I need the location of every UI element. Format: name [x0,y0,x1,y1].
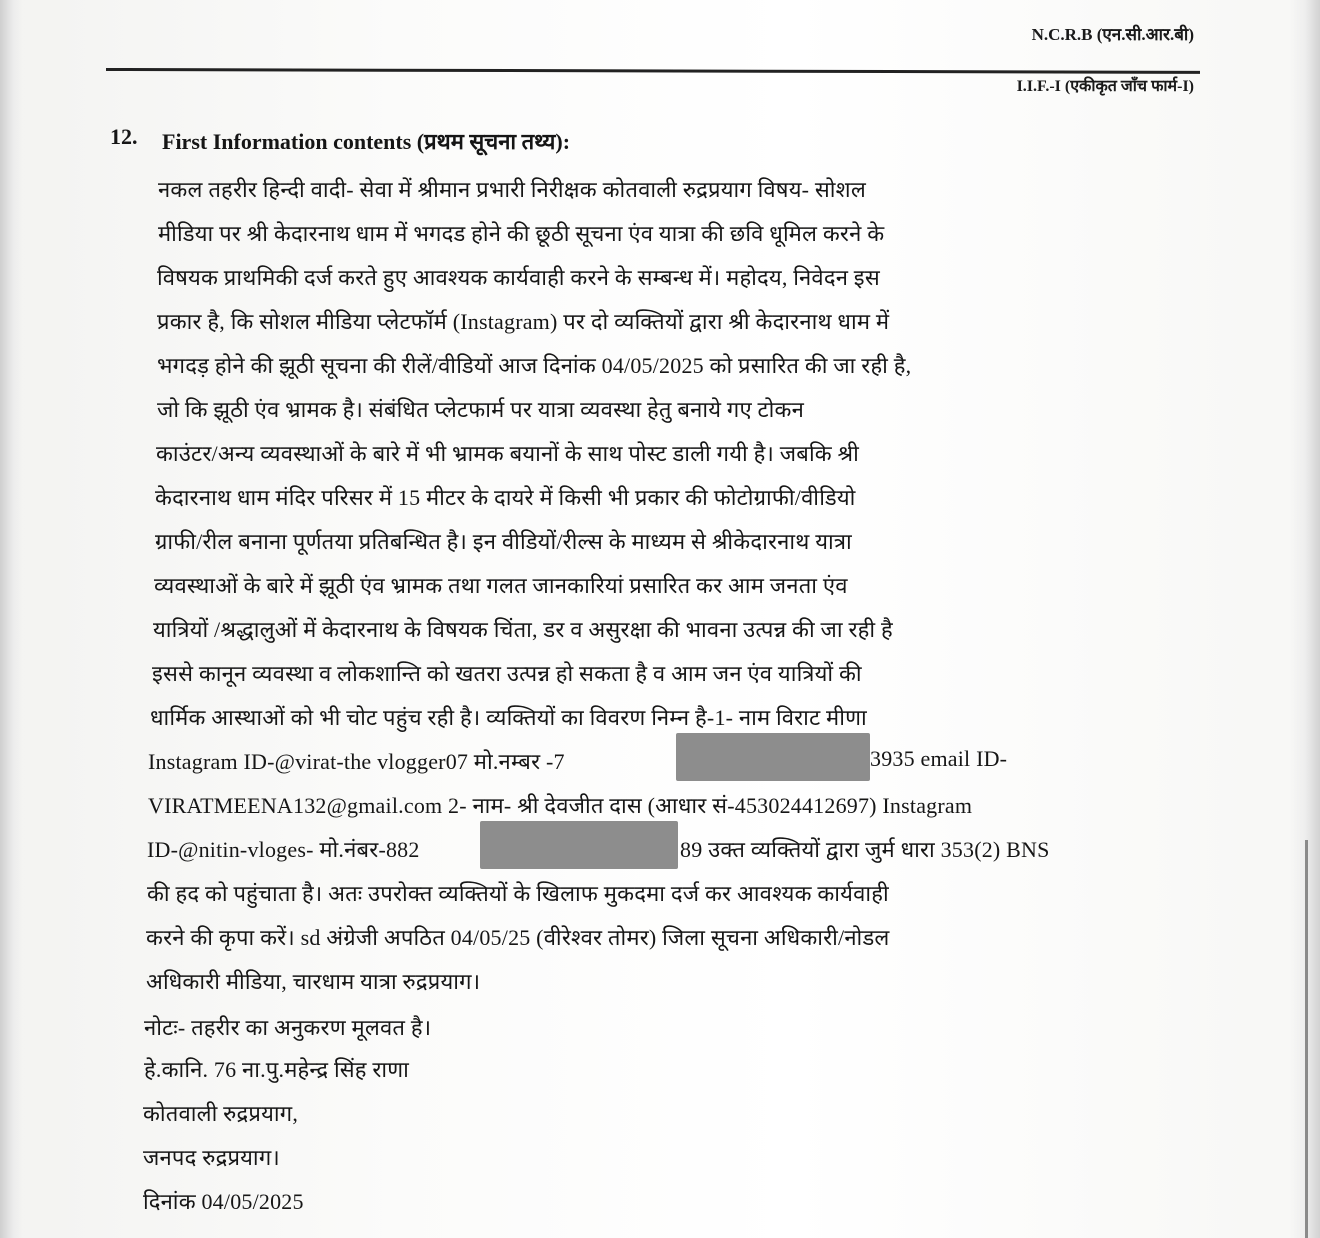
body-line-section: 89 उक्त व्यक्तियों द्वारा जुर्म धारा 353(2) BNS [680,837,1050,862]
body-line: विषयक प्राथमिकी दर्ज करते हुए आवश्यक कार्यवाही करने के सम्बन्ध में। महोदय, निवेदन इस [157,265,880,290]
body-line: धार्मिक आस्थाओं को भी चोट पहुंच रही है। व्यक्तियों का विवरण निम्न है-1- नाम विराट मीणा [150,705,867,730]
body-line: नकल तहरीर हिन्दी वादी- सेवा में श्रीमान प्रभारी निरीक्षक कोतवाली रुद्रप्रयाग विषय- सोशल [158,177,866,202]
footer-district: जनपद रुद्रप्रयाग। [143,1145,280,1170]
body-line: काउंटर/अन्य व्यवस्थाओं के बारे में भी भ्रामक बयानों के साथ पोस्ट डाली गयी है। जबकि श्री [156,441,859,466]
body-line: अधिकारी मीडिया, चारधाम यात्रा रुद्रप्रयाग। [146,969,481,994]
header-form-id: I.I.F.-I (एकीकृत जाँच फार्म-I) [1016,78,1194,95]
body-line: प्रकार है, कि सोशल मीडिया प्लेटफॉर्म (Instagram) पर दो व्यक्तियों द्वारा श्री केदारनाथ धाम में [157,309,890,334]
footer-officer: हे.कानि. 76 ना.पु.महेन्द्र सिंह राणा [144,1057,410,1082]
body-line: यात्रियों /श्रद्धालुओं में केदारनाथ के विषयक चिंता, डर व असुरक्षा की भावना उत्पन्न की जा रही है [153,617,893,642]
section-number: 12. [110,124,138,149]
footer-date: दिनांक 04/05/2025 [143,1189,304,1214]
body-line: भगदड़ होने की झूठी सूचना की रीलें/वीडियों आज दिनांक 04/05/2025 को प्रसारित की जा रही है, [157,353,912,378]
header-ncrb: N.C.R.B (एन.सी.आर.बी) [1031,25,1194,44]
body-line: जो कि झूठी एंव भ्रामक है। संबंधित प्लेटफार्म पर यात्रा व्यवस्था हेतु बनाये गए टोकन [157,397,805,422]
body-line: केदारनाथ धाम मंदिर परिसर में 15 मीटर के दायरे में किसी भी प्रकार की फोटोग्राफी/वीडियो [155,485,856,510]
page-shadow-left [0,0,22,1238]
paper-edge [1305,840,1308,1238]
body-line: की हद को पहुंचाता है। अतः उपरोक्त व्यक्तियों के खिलाफ मुकदमा दर्ज कर आवश्यक कार्यवाही [147,881,889,906]
redaction-box [480,821,678,869]
body-line: मीडिया पर श्री केदारनाथ धाम में भगदड होने की छूठी सूचना एंव यात्रा की छवि धूमिल करने के [158,221,885,246]
section-title: First Information contents (प्रथम सूचना तथ्य): [162,129,571,154]
header-rule [106,68,1200,74]
body-line-instagram-1: Instagram ID-@virat-the vlogger07 मो.नम्बर -7 [148,749,565,774]
body-line: व्यवस्थाओं के बारे में झूठी एंव भ्रामक तथा गलत जानकारियां प्रसारित कर आम जनता एंव [154,573,848,598]
body-line-instagram-2: ID-@nitin-vloges- मो.नंबर-882 [147,837,420,862]
body-line: ग्राफी/रील बनाना पूर्णतया प्रतिबन्धित है। इन वीडियों/रील्स के माध्यम से श्रीकेदारनाथ यात्रा [155,529,852,554]
footer-note: नोटः- तहरीर का अनुकरण मूलवत है। [144,1015,432,1040]
body-line: इससे कानून व्यवस्था व लोकशान्ति को खतरा उत्पन्न हो सकता है व आम जन एंव यात्रियों की [152,661,862,686]
body-line: करने की कृपा करें। sd अंग्रेजी अपठित 04/05/25 (वीरेश्वर तोमर) जिला सूचना अधिकारी/नोडल [146,925,890,950]
body-line-email: 3935 email ID- [870,746,1008,771]
body-line: VIRATMEENA132@gmail.com 2- नाम- श्री देवजीत दास (आधार सं-453024412697) Instagram [148,793,973,818]
redaction-box [676,733,870,781]
footer-station: कोतवाली रुद्रप्रयाग, [143,1101,299,1126]
